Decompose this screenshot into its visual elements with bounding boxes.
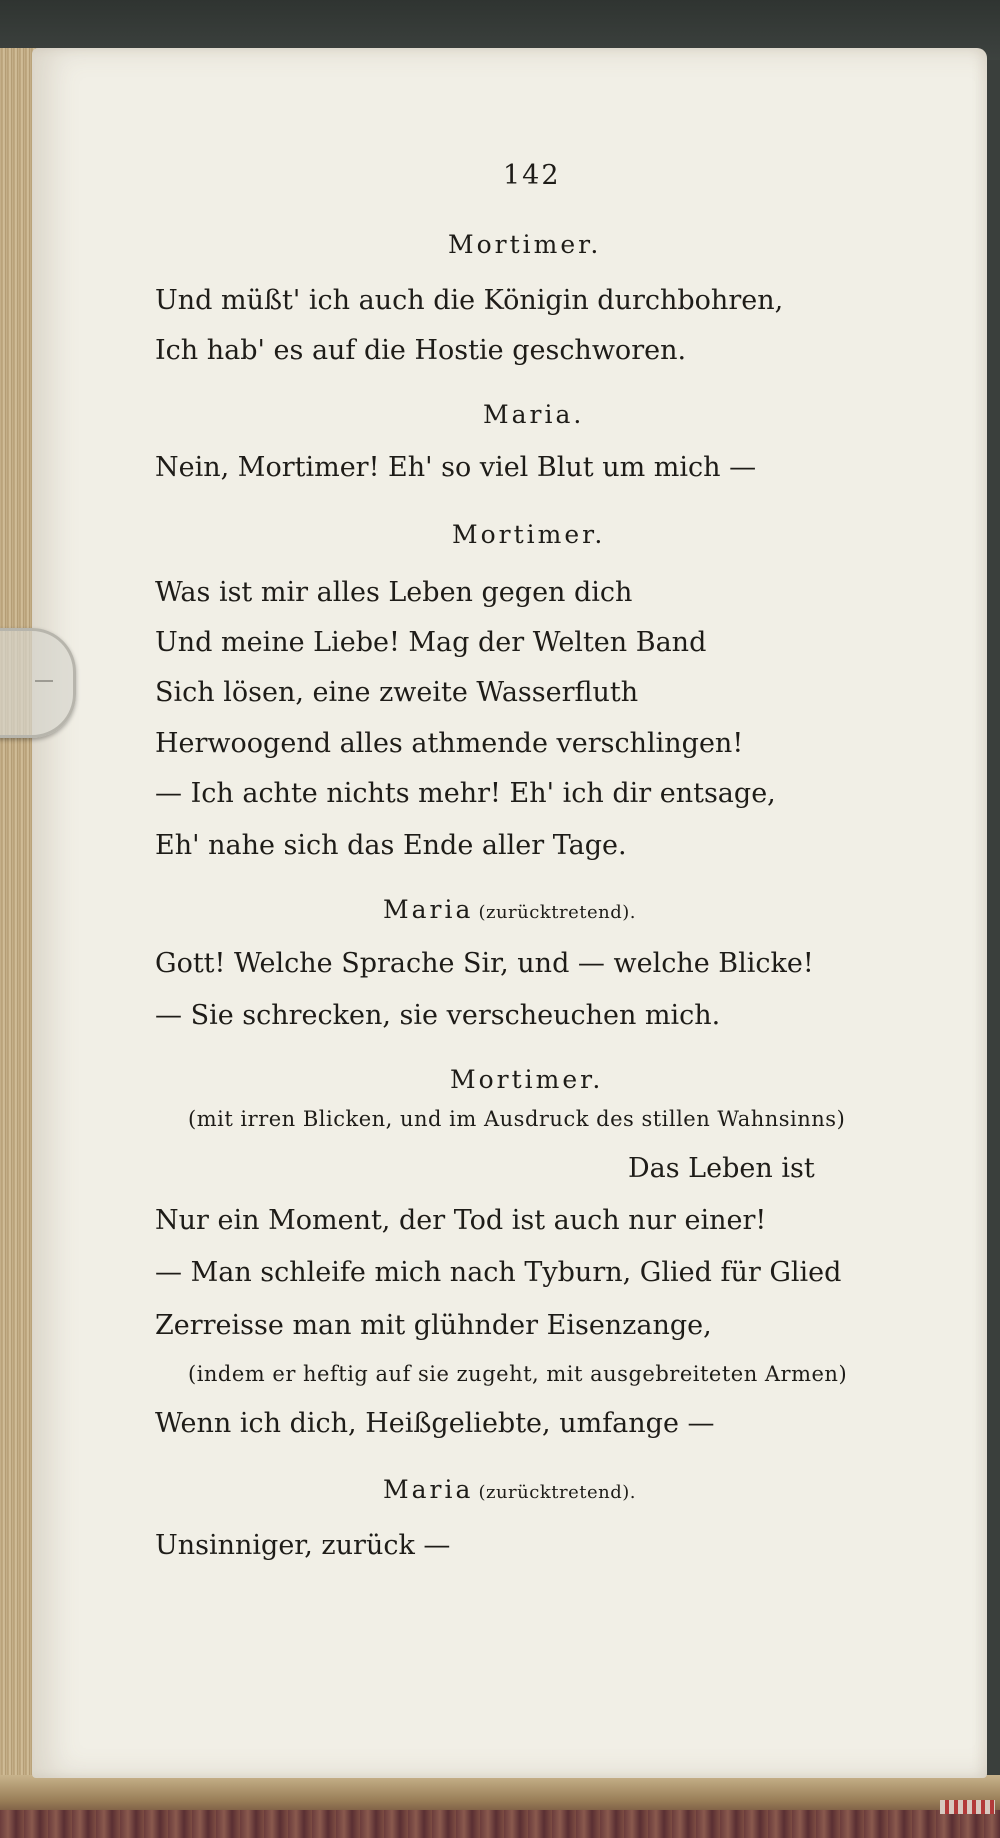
speaker-mortimer: Mortimer. xyxy=(450,1065,604,1094)
verse-line: Sich lösen, eine zweite Wasserfluth xyxy=(155,677,639,708)
verse-line: Und meine Liebe! Mag der Welten Band xyxy=(155,627,707,658)
speaker-with-direction xyxy=(383,1475,636,1504)
verse-line: Gott! Welche Sprache Sir, und — welche Blicke! xyxy=(155,948,814,979)
speaker-with-direction xyxy=(383,895,636,924)
verse-line: Nein, Mortimer! Eh' so viel Blut um mich — xyxy=(155,452,757,483)
stage-direction: (indem er heftig auf sie zugeht, mit ausgebreiteten Armen) xyxy=(188,1362,848,1386)
verse-line: Wenn ich dich, Heißgeliebte, umfange — xyxy=(155,1408,715,1439)
verse-line: Unsinniger, zurück — xyxy=(155,1530,451,1561)
page-clip-bar xyxy=(35,680,53,682)
speaker-maria: Maria xyxy=(383,895,474,924)
verse-line: Herwoogend alles athmende verschlingen! xyxy=(155,728,744,759)
verse-line: Zerreisse man mit glühnder Eisenzange, xyxy=(155,1310,712,1341)
verse-line: Nur ein Moment, der Tod ist auch nur einer! xyxy=(155,1205,767,1236)
verse-line: — Ich achte nichts mehr! Eh' ich dir entsage, xyxy=(155,778,776,809)
stage-direction: (zurücktretend). xyxy=(478,902,636,923)
speaker-maria: Maria xyxy=(383,1475,474,1504)
speaker-mortimer: Mortimer. xyxy=(452,520,606,549)
book-binding-cloth xyxy=(0,1810,1000,1838)
stage-direction: (mit irren Blicken, und im Ausdruck des stillen Wahnsinns) xyxy=(188,1107,846,1131)
verse-line: Eh' nahe sich das Ende aller Tage. xyxy=(155,830,627,861)
verse-line: — Man schleife mich nach Tyburn, Glied für Glied xyxy=(155,1257,842,1288)
page-number: 142 xyxy=(503,160,561,191)
speaker-mortimer: Mortimer. xyxy=(448,230,602,259)
verse-line: Was ist mir alles Leben gegen dich xyxy=(155,577,633,608)
verse-line: Ich hab' es auf die Hostie geschworen. xyxy=(155,335,687,366)
ribbon-marker xyxy=(940,1800,995,1814)
verse-line: — Sie schrecken, sie verscheuchen mich. xyxy=(155,1000,721,1031)
stage-direction: (zurücktretend). xyxy=(478,1482,636,1503)
page-clip xyxy=(0,628,76,738)
verse-line: Das Leben ist xyxy=(628,1153,815,1184)
verse-line: Und müßt' ich auch die Königin durchbohren, xyxy=(155,285,784,316)
speaker-maria: Maria. xyxy=(483,400,585,429)
